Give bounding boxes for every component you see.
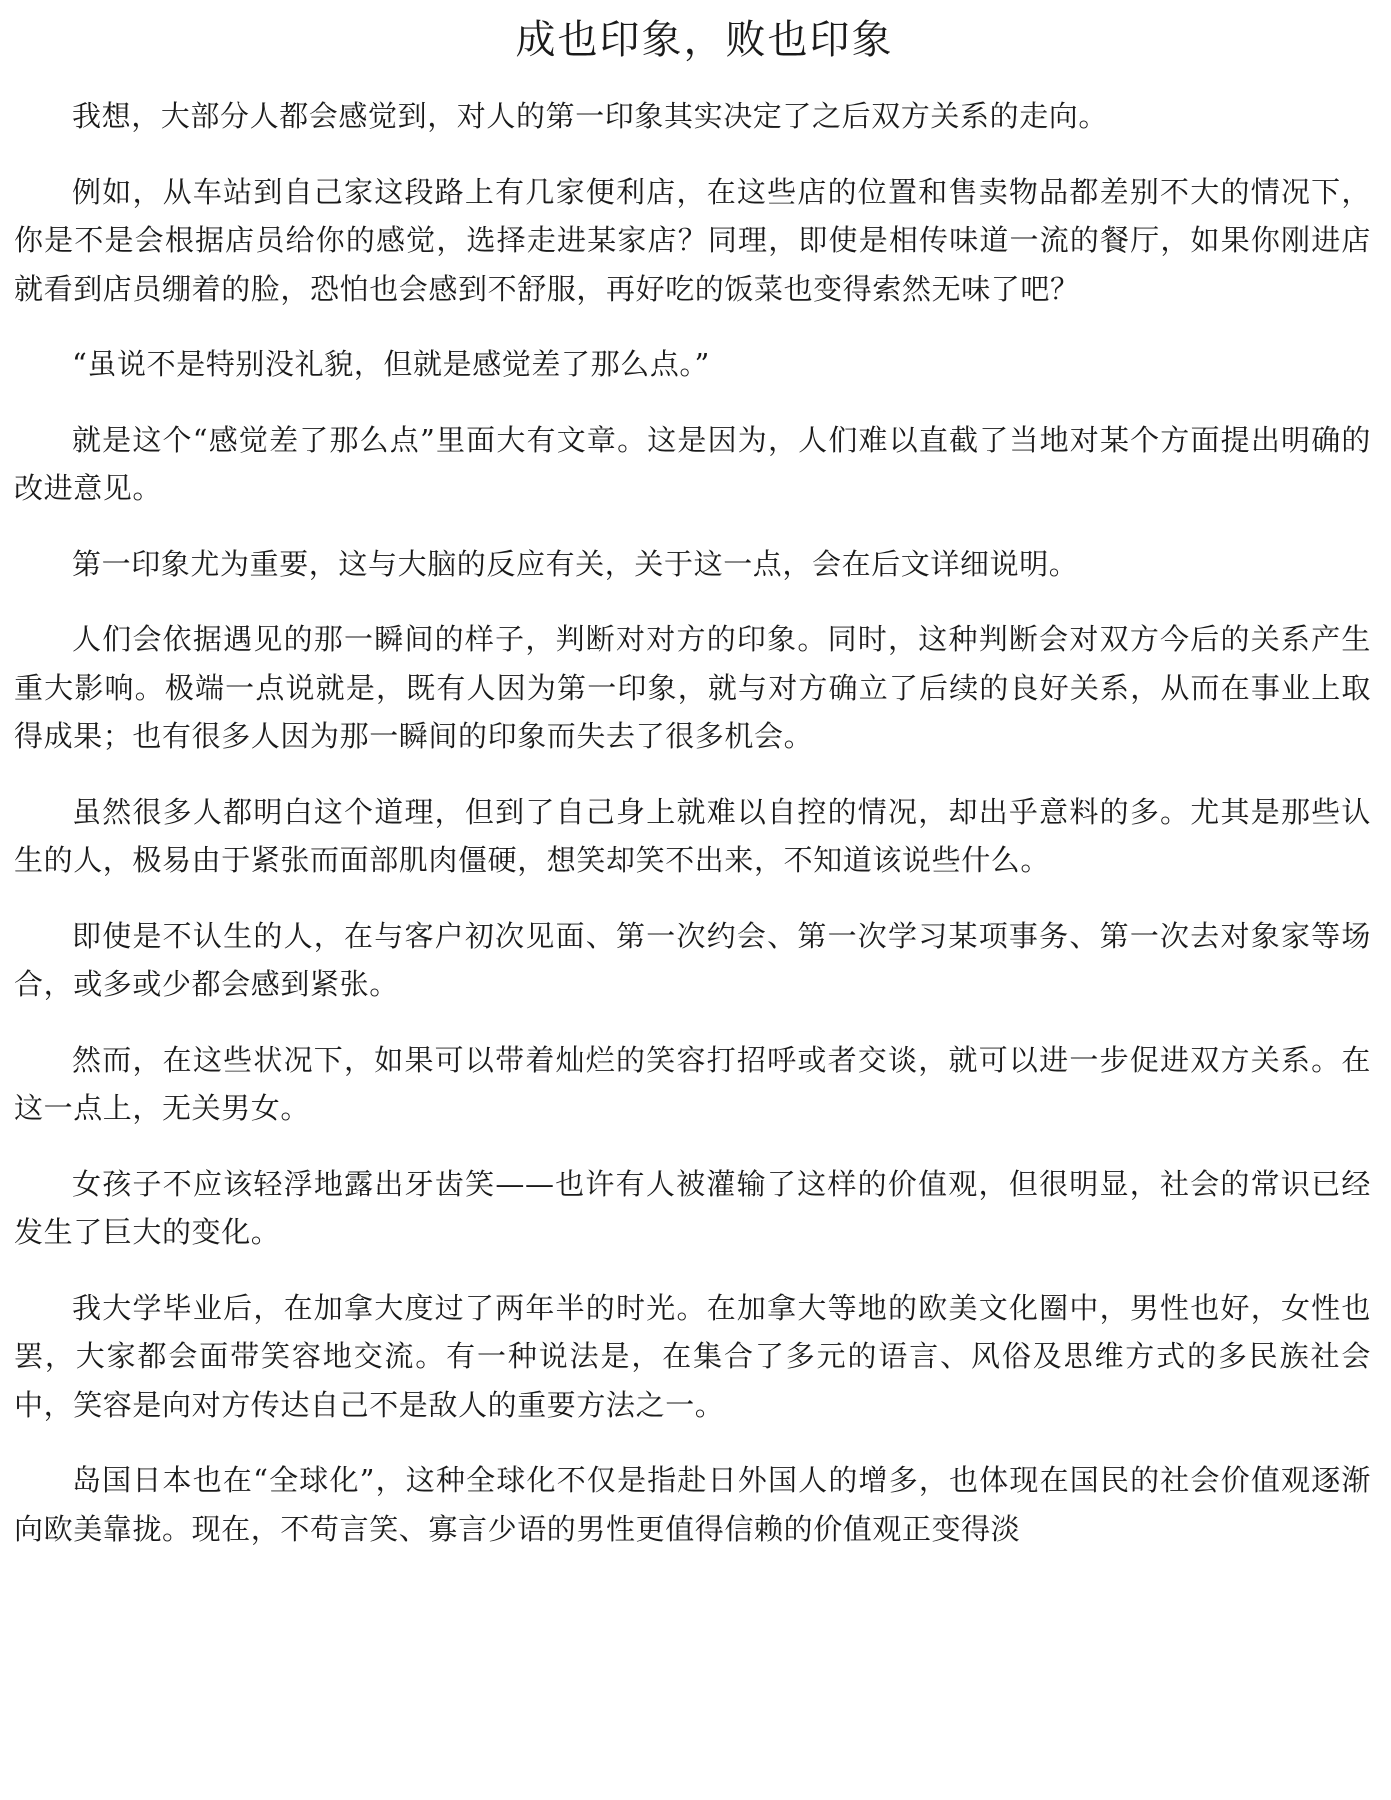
paragraph-5: 第一印象尤为重要，这与大脑的反应有关，关于这一点，会在后文详细说明。 (72, 546, 1079, 581)
paragraph-7: 虽然很多人都明白这个道理，但到了自己身上就难以自控的情况，却出乎意料的多。尤其是那些认生的人，极易由于紧张而面部肌肉僵硬，想笑却笑不出来，不知道该说些什么。 (14, 794, 1371, 877)
paragraph-8: 即使是不认生的人，在与客户初次见面、第一次约会、第一次学习某项事务、第一次去对象家等场合，或多或少都会感到紧张。 (14, 918, 1371, 1001)
paragraph-6: 人们会依据遇见的那一瞬间的样子，判断对对方的印象。同时，这种判断会对双方今后的关系产生重大影响。极端一点说就是，既有人因为第一印象，就与对方确立了后续的良好关系，从而在事业上取得成果；也有很多人因为那一瞬间的印象而失去了很多机会。 (14, 622, 1371, 753)
paragraph-2: 例如，从车站到自己家这段路上有几家便利店，在这些店的位置和售卖物品都差别不大的情况下，你是不是会根据店员给你的感觉，选择走进某家店？同理，即使是相传味道一流的餐厅，如果你刚进店就看到店员绷着的脸，恐怕也会感到不舒服，再好吃的饭菜也变得索然无味了吧？ (14, 174, 1371, 306)
paragraph-4: 就是这个“感觉差了那么点”里面大有文章。这是因为，人们难以直截了当地对某个方面提出明确的改进意见。 (14, 422, 1371, 505)
paragraph-10: 女孩子不应该轻浮地露出牙齿笑——也许有人被灌输了这样的价值观，但很明显，社会的常识已经发生了巨大的变化。 (14, 1166, 1371, 1249)
paragraph-9: 然而，在这些状况下，如果可以带着灿烂的笑容打招呼或者交谈，就可以进一步促进双方关系。在这一点上，无关男女。 (14, 1042, 1371, 1125)
paragraph-3: “虽说不是特别没礼貌，但就是感觉差了那么点。” (72, 347, 710, 381)
paragraph-1: 我想，大部分人都会感觉到，对人的第一印象其实决定了之后双方关系的走向。 (72, 99, 1109, 133)
paragraph-12: 岛国日本也在“全球化”，这种全球化不仅是指赴日外国人的增多，也体现在国民的社会价值观逐渐向欧美靠拢。现在，不苟言笑、寡言少语的男性更值得信赖的价值观正变得淡 (14, 1463, 1371, 1546)
page-title: 成也印象，败也印象 (515, 17, 894, 63)
paragraph-11: 我大学毕业后，在加拿大度过了两年半的时光。在加拿大等地的欧美文化圈中，男性也好，女性也罢，大家都会面带笑容地交流。有一种说法是，在集合了多元的语言、风俗及思维方式的多民族社会中，笑容是向对方传达自己不是敌人的重要方法之一。 (14, 1290, 1371, 1422)
